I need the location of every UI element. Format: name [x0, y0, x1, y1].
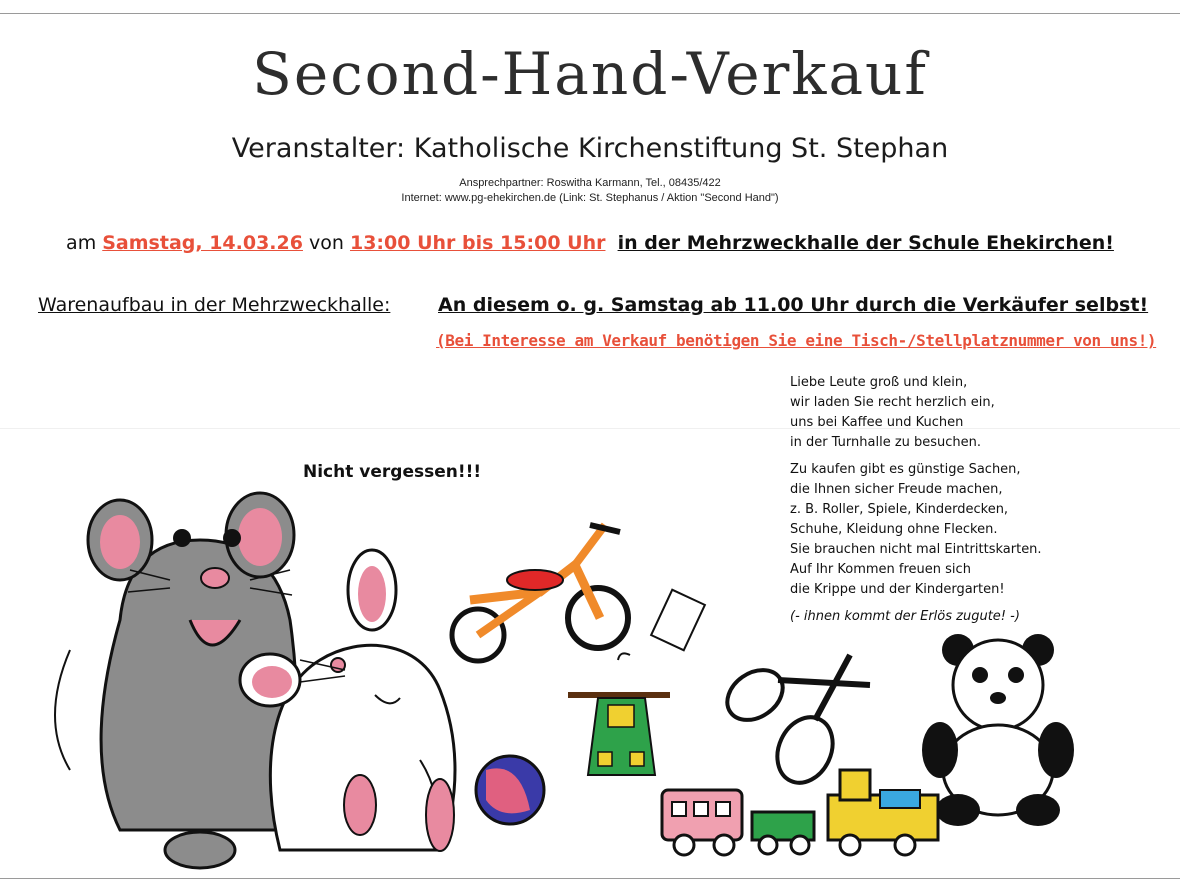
teddy-bear-icon: [922, 634, 1074, 826]
poem-line: die Ihnen sicher Freude machen,: [790, 482, 1003, 497]
event-between: von: [309, 232, 344, 254]
event-date: Samstag, 14.03.26: [102, 232, 303, 254]
dress-on-hanger-icon: [568, 653, 670, 775]
top-border: [0, 13, 1180, 14]
book-icon: [651, 590, 705, 651]
event-line: [0, 232, 1180, 254]
contact-line: Ansprechpartner: Roswitha Karmann, Tel., 08435/422: [459, 177, 721, 189]
poem-closing: (- ihnen kommt der Erlös zugute! -): [790, 609, 1020, 624]
poem-line: Zu kaufen gibt es günstige Sachen,: [790, 462, 1021, 477]
event-location: in der Mehrzweckhalle der Schule Ehekirchen!: [617, 232, 1114, 254]
page-title: Second-Hand-Verkauf: [252, 40, 928, 108]
poem-stanza-1: [790, 373, 1170, 453]
tricycle-icon: [452, 525, 628, 661]
poem-line: die Krippe und der Kindergarten!: [790, 582, 1005, 597]
ball-icon: [476, 756, 544, 824]
poem-line: Auf Ihr Kommen freuen sich: [790, 562, 971, 577]
poem-line: z. B. Roller, Spiele, Kinderdecken,: [790, 502, 1009, 517]
bottom-border: [0, 878, 1180, 879]
illustrations: [0, 470, 1180, 875]
setup-label: Warenaufbau in der Mehrzweckhalle:: [38, 294, 391, 316]
setup-note: (Bei Interesse am Verkauf benötigen Sie eine Tisch-/Stellplatznummer von uns!): [436, 331, 1157, 350]
reminder-text: Nicht vergessen!!!: [303, 462, 482, 482]
poem-line: Liebe Leute groß und klein,: [790, 375, 968, 390]
poem-line: uns bei Kaffee und Kuchen: [790, 415, 964, 430]
poem-line: wir laden Sie recht herzlich ein,: [790, 395, 995, 410]
event-time: 13:00 Uhr bis 15:00 Uhr: [349, 232, 606, 254]
organizer-line: Veranstalter: Katholische Kirchenstiftung St. Stephan: [231, 133, 949, 164]
poem-line: Schuhe, Kleidung ohne Flecken.: [790, 522, 998, 537]
poem-line: in der Turnhalle zu besuchen.: [790, 435, 982, 450]
setup-value: An diesem o. g. Samstag ab 11.00 Uhr durch die Verkäufer selbst!: [438, 294, 1149, 316]
event-prefix: am: [66, 232, 97, 254]
internet-line: Internet: www.pg-ehekirchen.de (Link: St. Stephanus / Aktion "Second Hand"): [401, 192, 779, 204]
poem-line: Sie brauchen nicht mal Eintrittskarten.: [790, 542, 1042, 557]
